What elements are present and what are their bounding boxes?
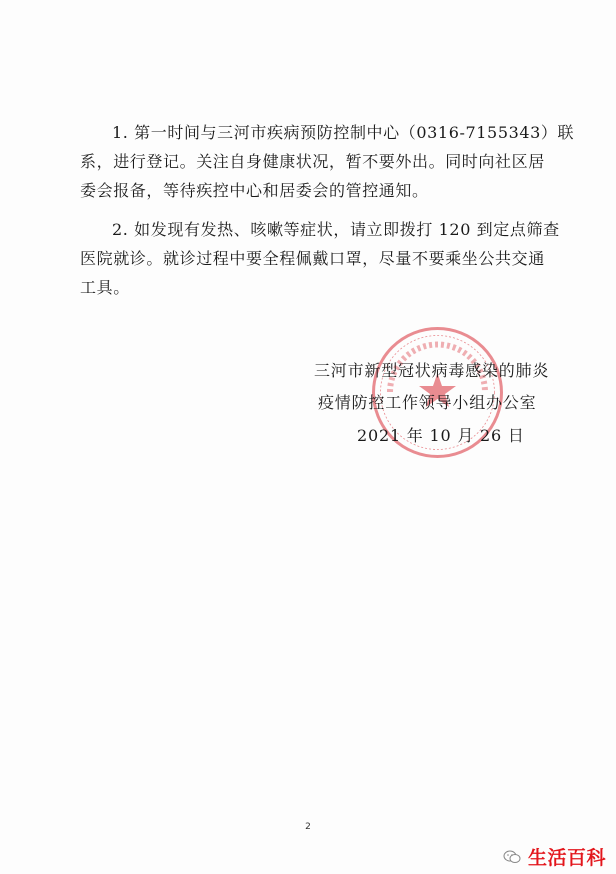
- paragraph-line: 委会报备，等待疾控中心和居委会的管控通知。: [80, 181, 429, 200]
- page-number: 2: [305, 822, 311, 832]
- paragraph-line: 1. 第一时间与三河市疾病预防控制中心（0316-7155343）联: [112, 123, 575, 142]
- paragraph-line: 医院就诊。就诊过程中要全程佩戴口罩，尽量不要乘坐公共交通: [80, 249, 545, 268]
- signature-date: 2021 年 10 月 26 日: [357, 426, 525, 445]
- paragraph-item-2: [80, 215, 560, 302]
- wechat-icon: [503, 850, 521, 864]
- paragraph-line: 工具。: [80, 278, 130, 297]
- signature-line-1: 三河市新型冠状病毒感染的肺炎: [314, 361, 550, 380]
- watermark-brand: 生活百科: [528, 847, 607, 869]
- paragraph-item-1: [80, 118, 575, 205]
- paragraph-line: 2. 如发现有发热、咳嗽等症状，请立即拨打 120 到定点筛查: [112, 220, 560, 239]
- paragraph-line: 系，进行登记。关注自身健康状况，暂不要外出。同时向社区居: [80, 152, 545, 171]
- signature-line-2: 疫情防控工作领导小组办公室: [318, 393, 537, 412]
